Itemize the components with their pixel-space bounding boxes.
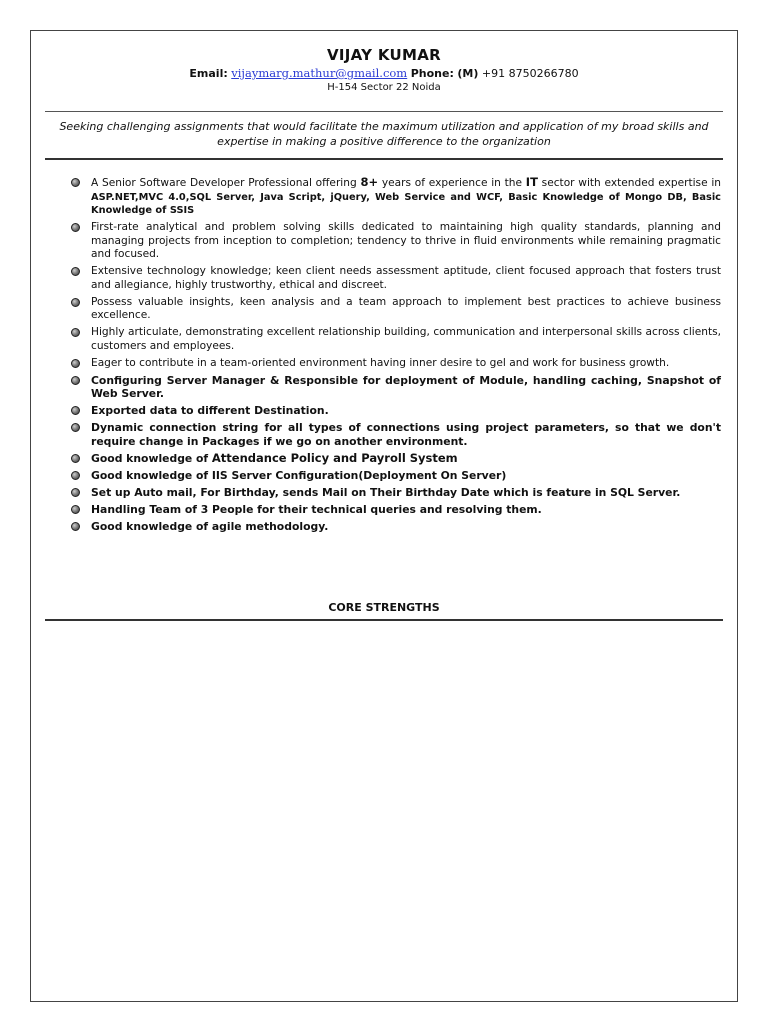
email-link[interactable]: vijaymarg.mathur@gmail.com xyxy=(231,66,408,80)
list-item xyxy=(69,452,721,466)
phone-label: Phone: xyxy=(410,67,454,80)
summary-list xyxy=(69,176,721,537)
bullet-icon xyxy=(71,267,80,276)
bullet-icon xyxy=(71,454,80,463)
item-text: Good knowledge of xyxy=(91,451,212,465)
item-emphasis: IT xyxy=(525,175,538,189)
list-item xyxy=(69,326,721,353)
item-text: Possess valuable insights, keen analysis and a team approach to implement best practices to achieve business excellence. xyxy=(91,295,721,321)
bullet-icon xyxy=(71,328,80,337)
list-item xyxy=(69,486,721,500)
item-text: years of experience in the xyxy=(378,177,526,189)
list-item xyxy=(69,421,721,448)
item-text: Dynamic connection string for all types of connections using project parameters, so that we don't require change in Packages if we go on another environment. xyxy=(91,421,721,448)
list-item xyxy=(69,503,721,517)
list-item xyxy=(69,374,721,401)
objective-statement: Seeking challenging assignments that would facilitate the maximum utilization and application of my broad skills and expertise in making a positive difference to the organization xyxy=(59,120,709,148)
item-text: Exported data to different Destination. xyxy=(91,404,329,417)
list-item xyxy=(69,520,721,534)
contact-line xyxy=(31,66,737,81)
bullet-icon xyxy=(71,223,80,232)
bullet-icon xyxy=(71,359,80,368)
phone-type: (M) xyxy=(457,67,479,80)
item-text: Eager to contribute in a team-oriented environment having inner desire to gel and work for business growth. xyxy=(91,356,670,369)
bullet-icon xyxy=(71,471,80,480)
email-label: Email: xyxy=(189,67,228,80)
item-text: sector with extended expertise in xyxy=(537,177,722,189)
item-text: Configuring Server Manager & Responsible for deployment of Module, handling caching, Snapshot of Web Server. xyxy=(91,373,721,400)
bullet-icon xyxy=(71,488,80,497)
item-text: A Senior Software Developer Professional offering xyxy=(91,177,361,189)
address: H-154 Sector 22 Noida xyxy=(327,82,441,93)
objective-divider xyxy=(45,158,723,160)
bullet-icon xyxy=(71,178,80,187)
candidate-name: VIJAY KUMAR xyxy=(327,46,441,64)
bullet-icon xyxy=(71,298,80,307)
tech-stack: ASP.NET,MVC 4.0,SQL Server, Java Script, jQuery, Web Service and WCF, Basic Knowledge of Mongo DB, Basic Knowledge of SSIS xyxy=(91,191,721,216)
list-item xyxy=(69,404,721,418)
list-item xyxy=(69,176,721,218)
item-text: First-rate analytical and problem solving skills dedicated to maintaining high quality standards, planning and managing projects from inception to completion; tendency to thrive in fluid environments while remaining pragmatic and focused. xyxy=(91,221,721,260)
item-emphasis: 8+ xyxy=(360,175,379,189)
list-item xyxy=(69,265,721,292)
list-item xyxy=(69,221,721,262)
section-divider xyxy=(45,619,723,621)
bullet-icon xyxy=(71,406,80,415)
resume-header xyxy=(31,31,737,95)
item-text: Highly articulate, demonstrating excellent relationship building, communication and interpersonal skills across clients, customers and employees. xyxy=(91,326,721,352)
section-heading-core-strengths: CORE STRENGTHS xyxy=(328,601,440,614)
list-item xyxy=(69,469,721,483)
item-text: Extensive technology knowledge; keen client needs assessment aptitude, client focused approach that fosters trust and allegiance, highly trustworthy, ethical and discreet. xyxy=(91,265,721,291)
item-emphasis: Attendance Policy and Payroll System xyxy=(211,450,458,465)
item-text: Good knowledge of IIS Server Configuration(Deployment On Server) xyxy=(91,468,507,482)
bullet-icon xyxy=(71,505,80,514)
phone-number: +91 8750266780 xyxy=(481,67,579,80)
list-item xyxy=(69,296,721,323)
bullet-icon xyxy=(71,376,80,385)
item-text: Good knowledge of agile methodology. xyxy=(91,519,329,533)
list-item xyxy=(69,357,721,371)
header-divider xyxy=(45,111,723,112)
bullet-icon xyxy=(71,423,80,432)
item-text: Handling Team of 3 People for their technical queries and resolving them. xyxy=(91,502,542,516)
bullet-icon xyxy=(71,522,80,531)
resume-page xyxy=(30,30,738,1002)
item-text: Set up Auto mail, For Birthday, sends Mail on Their Birthday Date which is feature in SQL Server. xyxy=(91,485,681,499)
